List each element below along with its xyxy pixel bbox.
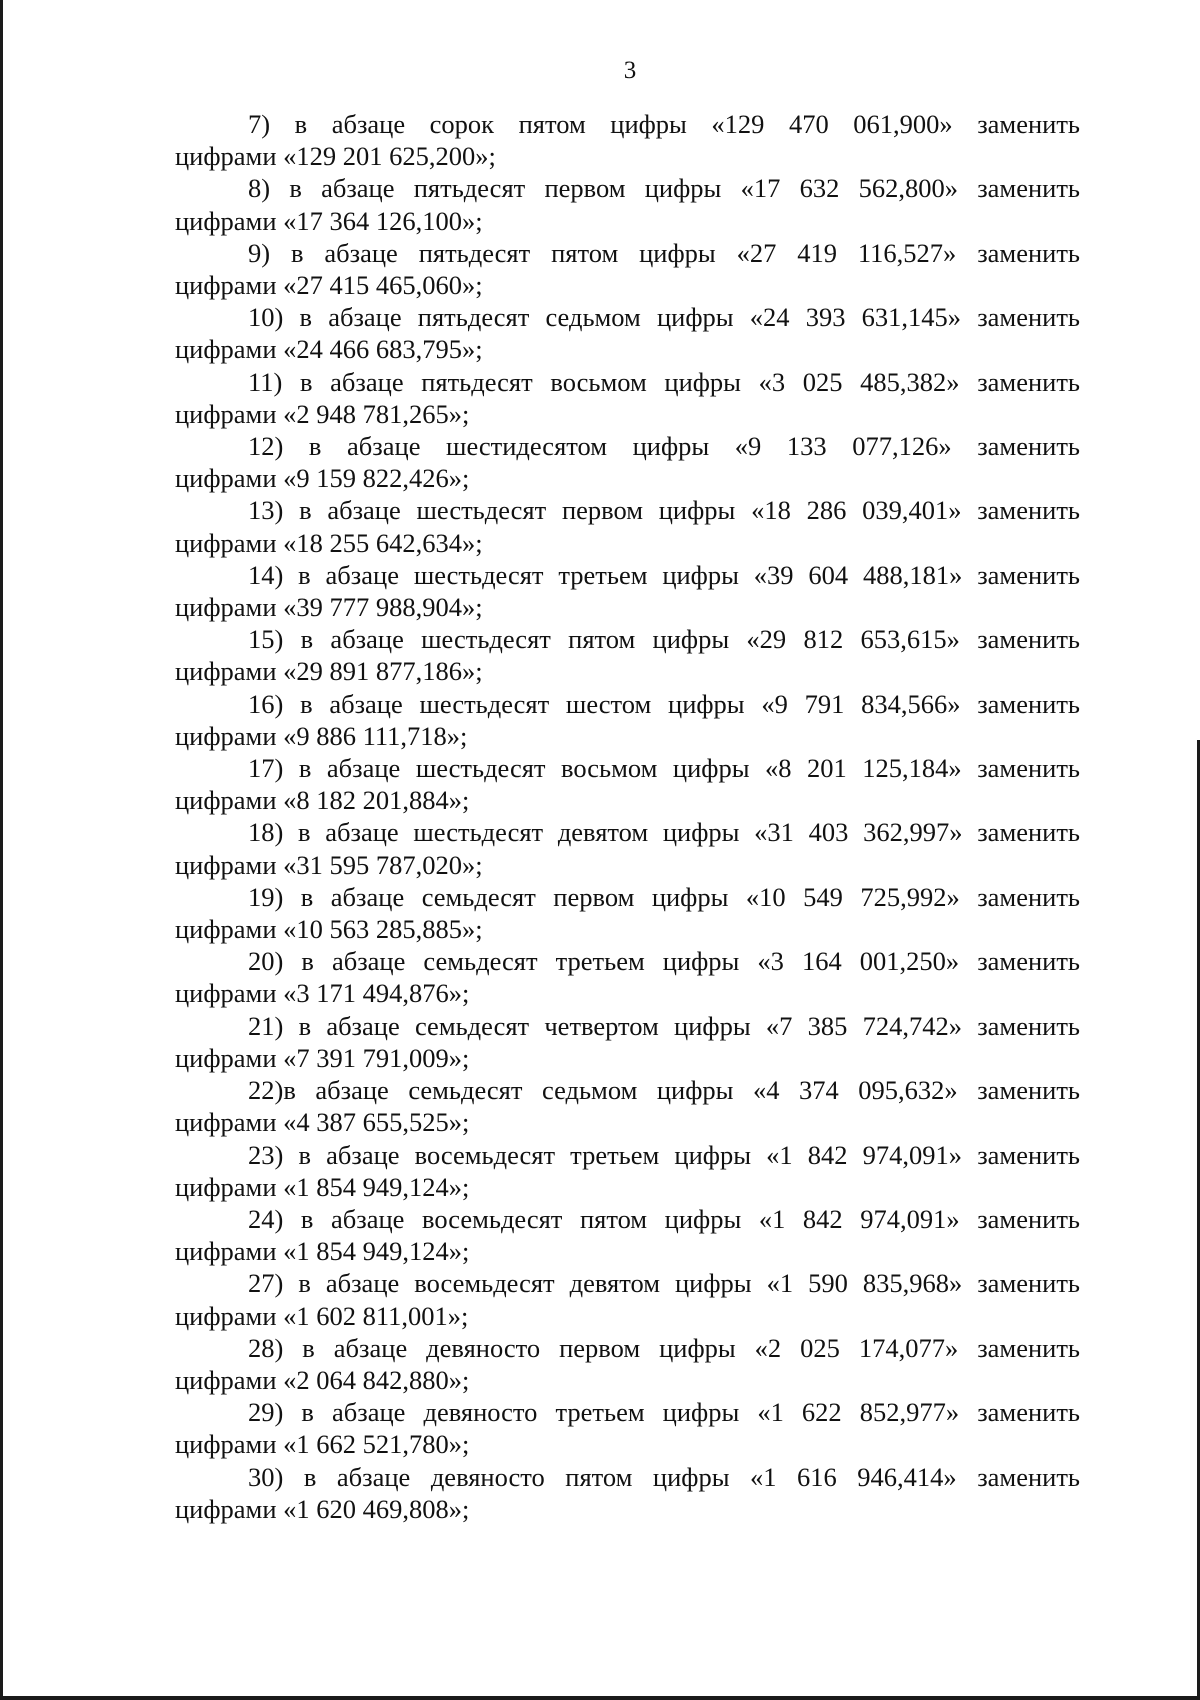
list-item (175, 945, 1080, 1009)
item-line-2: цифрами «24 466 683,795»; (175, 334, 483, 365)
list-item (175, 301, 1080, 365)
item-line-1: 11) в абзаце пятьдесят восьмом цифры «3 025 485,382» заменить (248, 366, 1080, 397)
item-line-2: цифрами «129 201 625,200»; (175, 141, 496, 172)
page-number: 3 (623, 57, 637, 84)
list-item (175, 1010, 1080, 1074)
item-line-1: 8) в абзаце пятьдесят первом цифры «17 632 562,800» заменить (248, 173, 1080, 204)
item-line-2: цифрами «17 364 126,100»; (175, 205, 483, 236)
item-line-2: цифрами «2 948 781,265»; (175, 398, 470, 429)
list-item (175, 366, 1080, 430)
item-line-2: цифрами «3 171 494,876»; (175, 978, 470, 1009)
amendment-list (175, 108, 1080, 1525)
item-line-1: 17) в абзаце шестьдесят восьмом цифры «8 201 125,184» заменить (248, 753, 1080, 784)
list-item (175, 1267, 1080, 1331)
list-item (175, 1332, 1080, 1396)
item-line-2: цифрами «8 182 201,884»; (175, 785, 470, 816)
list-item (175, 1396, 1080, 1460)
item-line-1: 28) в абзаце девяносто первом цифры «2 025 174,077» заменить (248, 1332, 1080, 1363)
item-line-1: 14) в абзаце шестьдесят третьем цифры «39 604 488,181» заменить (248, 559, 1080, 590)
item-line-1: 12) в абзаце шестидесятом цифры «9 133 077,126» заменить (248, 431, 1080, 462)
item-line-1: 30) в абзаце девяносто пятом цифры «1 616 946,414» заменить (248, 1461, 1080, 1492)
scan-edge-left (0, 0, 3, 1700)
item-line-1: 16) в абзаце шестьдесят шестом цифры «9 791 834,566» заменить (248, 688, 1080, 719)
item-line-2: цифрами «4 387 655,525»; (175, 1107, 470, 1138)
list-item (175, 237, 1080, 301)
list-item (175, 172, 1080, 236)
item-line-2: цифрами «9 886 111,718»; (175, 720, 468, 751)
list-item (175, 816, 1080, 880)
list-item (175, 688, 1080, 752)
list-item (175, 494, 1080, 558)
item-line-1: 10) в абзаце пятьдесят седьмом цифры «24 393 631,145» заменить (248, 302, 1080, 333)
item-line-1: 21) в абзаце семьдесят четвертом цифры «7 385 724,742» заменить (248, 1010, 1080, 1041)
item-line-2: цифрами «29 891 877,186»; (175, 656, 483, 687)
list-item (175, 752, 1080, 816)
item-line-1: 20) в абзаце семьдесят третьем цифры «3 164 001,250» заменить (248, 946, 1080, 977)
item-line-2: цифрами «10 563 285,885»; (175, 914, 483, 945)
item-line-2: цифрами «9 159 822,426»; (175, 463, 470, 494)
item-line-2: цифрами «7 391 791,009»; (175, 1042, 470, 1073)
item-line-1: 19) в абзаце семьдесят первом цифры «10 549 725,992» заменить (248, 881, 1080, 912)
item-line-1: 18) в абзаце шестьдесят девятом цифры «31 403 362,997» заменить (248, 817, 1080, 848)
item-line-2: цифрами «2 064 842,880»; (175, 1364, 470, 1395)
item-line-2: цифрами «1 602 811,001»; (175, 1300, 469, 1331)
item-line-2: цифрами «31 595 787,020»; (175, 849, 483, 880)
list-item (175, 430, 1080, 494)
item-line-2: цифрами «1 854 949,124»; (175, 1236, 470, 1267)
item-line-2: цифрами «27 415 465,060»; (175, 270, 483, 301)
item-line-1: 27) в абзаце восемьдесят девятом цифры «1 590 835,968» заменить (248, 1268, 1080, 1299)
list-item (175, 108, 1080, 172)
item-line-2: цифрами «39 777 988,904»; (175, 592, 483, 623)
item-line-1: 15) в абзаце шестьдесят пятом цифры «29 812 653,615» заменить (248, 624, 1080, 655)
list-item (175, 1203, 1080, 1267)
item-line-1: 29) в абзаце девяносто третьем цифры «1 622 852,977» заменить (248, 1397, 1080, 1428)
list-item (175, 559, 1080, 623)
item-line-1: 24) в абзаце восемьдесят пятом цифры «1 842 974,091» заменить (248, 1203, 1080, 1234)
item-line-1: 9) в абзаце пятьдесят пятом цифры «27 419 116,527» заменить (248, 237, 1080, 268)
item-line-1: 7) в абзаце сорок пятом цифры «129 470 061,900» заменить (248, 109, 1080, 139)
item-line-2: цифрами «1 620 469,808»; (175, 1493, 470, 1524)
item-line-1: 22)в абзаце семьдесят седьмом цифры «4 374 095,632» заменить (248, 1075, 1080, 1106)
list-item (175, 1461, 1080, 1525)
item-line-2: цифрами «1 662 521,780»; (175, 1429, 470, 1460)
item-line-2: цифрами «1 854 949,124»; (175, 1171, 470, 1202)
item-line-1: 13) в абзаце шестьдесят первом цифры «18 286 039,401» заменить (248, 495, 1080, 526)
item-line-1: 23) в абзаце восемьдесят третьем цифры «1 842 974,091» заменить (248, 1139, 1080, 1170)
list-item (175, 1074, 1080, 1138)
list-item (175, 1139, 1080, 1203)
scan-edge-bottom (0, 1696, 1200, 1700)
list-item (175, 881, 1080, 945)
list-item (175, 623, 1080, 687)
item-line-2: цифрами «18 255 642,634»; (175, 527, 483, 558)
